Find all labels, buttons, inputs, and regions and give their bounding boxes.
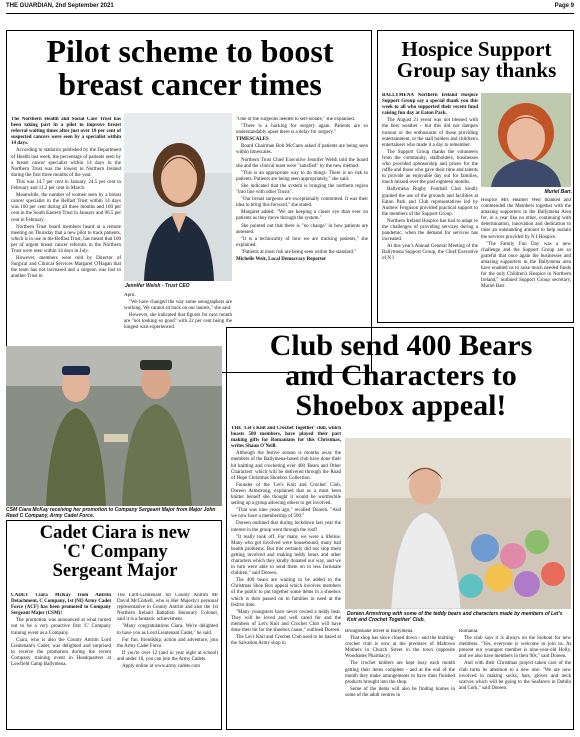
ciara-headline — [7, 524, 222, 581]
bears-paragraph: The Let's Knit and Crochet Club used to be based at the Salvation Army shop in — [231, 635, 341, 647]
header-rule — [6, 13, 574, 14]
ciara-lede: CADET Ciara McKay from Antrim Detachment, C Company, 1st (NI) Army Cadet Force (ACF) has been promoted to Company Sergeant Major (CSM)! — [11, 593, 111, 617]
page-header — [6, 3, 574, 13]
pilot-paragraph: Board Chairman Bob McCann asked if patients are being seen within timescales. — [236, 144, 368, 156]
jennifer-welsh-photo — [124, 113, 232, 281]
bears-paragraph: "It really took off. For many we were a lifeline. Many who got involved were housebound, many had health problems. But this certainly did not stop them getting involved and making teddy bears and other characters which they kindly donated our way, and we in turn were able to send them on to less fortunate children," said Doreen. — [231, 534, 341, 577]
ciara-paragraph: The promotion was announced at what turned out to be a very proactive first 'C' Company training event as a Company. — [11, 618, 111, 636]
pilot-paragraph: "One of the surgeons needed to self-isolate," she explained. — [236, 117, 355, 122]
hospice-headline-line-1: Hospice Support — [401, 37, 552, 61]
pilot-paragraph: "There is a backlog for surgery again. Patients are so understandably upset there is a delay for surgery." — [236, 124, 368, 136]
bears-headline-line-3: Shoebox appeal! — [295, 389, 507, 422]
hospice-paragraph: The Support Group thanks the volunteers from the community, stallholders, businesses who provided sponsorship and prizes for the raffle and those who gave their time and talents to provide an enjoyable day out for families, much missed over the past eighteen months. — [382, 149, 478, 186]
pilot-column-1 — [11, 117, 121, 369]
bears-column-3 — [459, 629, 571, 726]
ciara-paragraph: For fun, friendship, action and adventure, join the Army Cadet Force. — [117, 637, 218, 649]
pilot-paragraph: This was 14.7 per cent in January, 24.5 per cent in February and 11.2 per cent in March. — [11, 179, 121, 192]
pilot-paragraph: Northern Trust board members heard at a remote meeting on Thursday that a new pilot to track patients, which is in use in the Belfast Trust, has meant that 100 per of urgent breast cancer referrals in the Northern Trust were seen within 14 days in July. — [11, 224, 121, 254]
pilot-paragraph: However, members were told by Director of Surgical and Clinical Services Margaret O'Hagan that the team has not increased and a surgeon was lost to another Trust in — [11, 256, 121, 280]
hospice-headline — [378, 39, 574, 82]
hospice-column-2 — [481, 198, 571, 319]
bears-lede: THE 'Let's Knit and Crochet Together' club, which boasts 500 members, have played their part making gifts for Romanians for this Christmas, writes Shaun O'Neill. — [231, 426, 341, 450]
pilot-paragraph: According to statistics published by the Department of Health last week, the percentage of patients seen by a breast cancer specialist within 14 days in the Northern Trust was the lowest in Northern Ireland during the first three months of the year. — [11, 148, 121, 178]
pilot-paragraph: Northern Trust Chief Executive Jennifer Welsh told the board she and the clinical team were "satisfied" by the new method. — [236, 157, 368, 169]
pilot-paragraph: "We have changed the way some sonographers are working. We cannot sit back on our laurels," she said. — [124, 300, 232, 312]
hospice-column-1 — [382, 93, 478, 319]
pilot-paragraph: April. — [124, 293, 136, 298]
bears-paragraph: Romania. — [459, 629, 479, 634]
hospice-lede: BALLYMENA Northern Ireland Hospice Support Group say a special thank you this week to all who supported their recent fund raising fun day at Eaton Park. — [382, 93, 478, 117]
page-number: Page 9 — [554, 3, 574, 9]
pilot-paragraph: "It is a technicality of how we are tracking patients," she explained. — [236, 236, 368, 248]
hospice-article — [377, 30, 574, 323]
hospice-paragraph: At this year's Annual General Meeting of the Ballymena Support Group, the Chief Executive of N I — [382, 244, 478, 262]
ciara-headline-line-3: Sergeant Major — [52, 560, 178, 581]
hospice-paragraph: The August 21 event was not blessed with the best weather - but this did not dampen turnout or the enthusiasm of those providing entertainment, or the stall holders and children's entertainers who made it a day to remember. — [382, 118, 478, 148]
pilot-paragraph: She pointed out that there is "no change" in how patients are assessed. — [236, 223, 368, 235]
ciara-column-1 — [11, 593, 111, 727]
hospice-paragraph: Ballymena Rugby Football Club kindly granted the use of the grounds and facilities at Eaton Park and Club representatives led by Andrew Ferguson provided practical support to the members of the Support Group. — [382, 187, 478, 217]
bears-column-1 — [231, 426, 341, 726]
pilot-paragraph: However, she indicated that figures for next month are "not looking so good" with 22 per cent being the longest wait experienced. — [124, 313, 232, 331]
pilot-paragraph: "This is an appropriate way to do things. There is no risk to patients. Patients are being seen appropriately," she said. — [236, 170, 368, 182]
bears-paragraph: Broughshane Street in Ballymena. — [345, 629, 414, 634]
bears-headline — [227, 331, 574, 421]
bears-headline-line-1: Club send 400 Bears — [269, 329, 533, 362]
ciara-paragraph: If you're over 12 (and in year eight at school) and under 18, you can join the Army Cadets. — [117, 650, 218, 662]
pilot-lede: The Northern Health and Social Care Trust has been taking part in a pilot to improve breast referral waiting times after just over 10 per cent of suspected cancers were seen by a specialist within 14 days. — [11, 117, 121, 147]
bears-paragraph: "That was nine years ago," recalled Doreen. "And we now have a membership of 500." — [231, 508, 341, 520]
hospice-paragraph: Hospice Mrs Heather Weir thanked and commended the Members together with the amazing supporters in the Ballymena Area for, in a year like no other, continuing with determination, innovation and dedication to raise an outstanding amount to help sustain the services provided by N I Hospice. — [481, 198, 571, 240]
jennifer-welsh-caption: Jennifer Welsh - Trust CEO — [125, 283, 190, 289]
bears-paragraph: Some of the items will also be finding homes in some of the adult centres in — [345, 686, 455, 698]
bears-paragraph: Doreen outlined that during lockdown last year the interest in the group went through the roof! — [231, 521, 341, 533]
pilot-subhead: TIMESCALES — [236, 137, 269, 143]
pilot-headline-line-2: breast cancer times — [58, 65, 322, 102]
pilot-paragraph: She indicated that the system is bringing the northern region "into line with other Trusts". — [236, 183, 368, 196]
bears-column-2 — [345, 629, 455, 726]
ciara-headline-line-1: Cadet Ciara is new — [39, 523, 191, 543]
pilot-headline-line-1: Pilot scheme to boost — [46, 33, 334, 69]
ciara-paragraph: The Lord-Lieutenant for County Antrim Mr David McCorkell, who is Her Majesty's personal representative in County Antrim and also the 1st Northern Ireland Battalion Honorary Colonel, said it is a fantastic achievement. — [117, 593, 218, 623]
hospice-paragraph: "The Family Fun Day was a new challenge and the Support Group are so grateful that once again the businesses and amazing supporters in the Ballymena area have enabled us to raise much needed funds for the only Children's Hospice in Northern Ireland," outlined Support Group secretary, Muriel Barr. — [481, 241, 571, 290]
bears-paragraph: And with their Christmas project taken care of the club turns its attention to a new one: "We are now involved in making socks, hats, gloves and neck scarves which will be going to the Seafarers in Dublin and Cork," said Doreen. — [459, 661, 571, 691]
pilot-paragraph: Meanwhile, the number of women seen by a breast cancer specialist in the Belfast Trust within 14 days was 100 per cent during all three months and 100 per cent in the South Eastern Trust in January and 96.5 per cent in February. — [11, 193, 121, 223]
ciara-article — [6, 520, 222, 730]
ciara-column-2 — [117, 593, 218, 727]
ciara-paragraph: "Many congratulations Ciara. We're delighted to have you as Lord Lieutenant Cadet," he said. — [117, 624, 218, 636]
cadets-illustration — [6, 346, 222, 506]
muriel-barr-photo — [481, 93, 571, 187]
muriel-barr-caption: Muriel Barr. — [544, 189, 572, 195]
bears-paragraph: The crochet knitters are kept busy each month getting their items complete - and at the end of the month they make arrangements to have their finished products brought into the shop. — [345, 661, 455, 685]
bears-paragraph: The club says it is always on the lookout for new members. "Yes, everyone is welcome to join us. At present our youngest member is nine-year-old Holly, and we also have members in their 90s," said Doreen. — [459, 636, 571, 660]
bears-paragraph: Founder of the 'Let's Knit and Crochet' Club, Doreen Armstrong, explained that as a most keen knitter herself she thought it would be worthwhile setting up a group allowing others to get involved. — [231, 482, 341, 507]
bears-paragraph: "Many youngsters have never owned a teddy bear. They will be loved and well cared for and the members of Let's Knit and Crochet Club will have done their bit for the shoebox cause," outlined Doreen. — [231, 609, 341, 633]
pilot-paragraph: "Patients at most risk are being seen within the standard." — [241, 249, 357, 255]
hospice-headline-line-2: Group say thanks — [396, 58, 557, 83]
publication-date: THE GUARDIAN, 2nd September 2021 — [6, 3, 114, 9]
pilot-article — [6, 30, 372, 373]
ciara-paragraph: Ciara, who is also the County Antrim Lord Lieutenant's Cadet, was delighted and surprised to receive the promotion during the recent Company training event in Headquarters at Lowfield Camp Ballymena. — [11, 637, 111, 668]
ciara-photo-caption: CSM Ciara McKay receiving her promotion to Company Sergeant Major from Major John Reed C Company, Army Cadet Force. — [6, 507, 216, 519]
bears-article — [226, 327, 574, 730]
bears-photo-caption: Doreen Armstrong with some of the teddy bears and characters made by members of Let's Knit and Crochet Together' Club. — [347, 611, 563, 623]
bears-photo — [345, 438, 571, 609]
ciara-headline-line-2: 'C' Company — [62, 541, 168, 562]
pilot-headline — [7, 35, 372, 100]
bears-paragraph: The 400 bears are waiting to be added to the Christmas Shoe Box appeal which involves members of the public to put together some items in a shoebox which is then passed on to families in need at the festive time. — [231, 578, 341, 608]
bears-paragraph: Although the festive season is months away the members of the Ballymena-based club have done their bit knitting and crocheting over 400 'Bears and Other Characters' which will be delivered through the Road of Hope Christmas Shoebox Collection. — [231, 451, 341, 481]
portrait-illustration — [481, 93, 571, 187]
portrait-illustration — [124, 113, 232, 281]
hospice-paragraph: Northern Ireland Hospice has had to adapt to the challenges of providing services during a pandemic, when the demand for services has increased. — [382, 218, 478, 243]
bears-paragraph: That shop has since closed down - and the knitting-crochet club is now at the premises of Maltown Mothers in Church Street in the town (opposite Woodsides Pharmacy). — [345, 636, 455, 660]
ciara-photo — [6, 346, 222, 506]
ciara-paragraph: Apply online at www.army cadets.com — [122, 664, 200, 670]
teddy-bears-illustration — [345, 438, 571, 609]
pilot-byline: Michelle Weir, Local Democracy Reporter — [236, 256, 327, 262]
bears-headline-line-2: and Characters to — [285, 359, 517, 392]
pilot-paragraph: Margaret added: "We are keeping a closer eye than ever on patients as they move through the system." — [236, 210, 368, 222]
pilot-paragraph: "Our breast surgeons are exceptionally committed. It was their idea to bring this forward," she stated. — [236, 197, 368, 209]
